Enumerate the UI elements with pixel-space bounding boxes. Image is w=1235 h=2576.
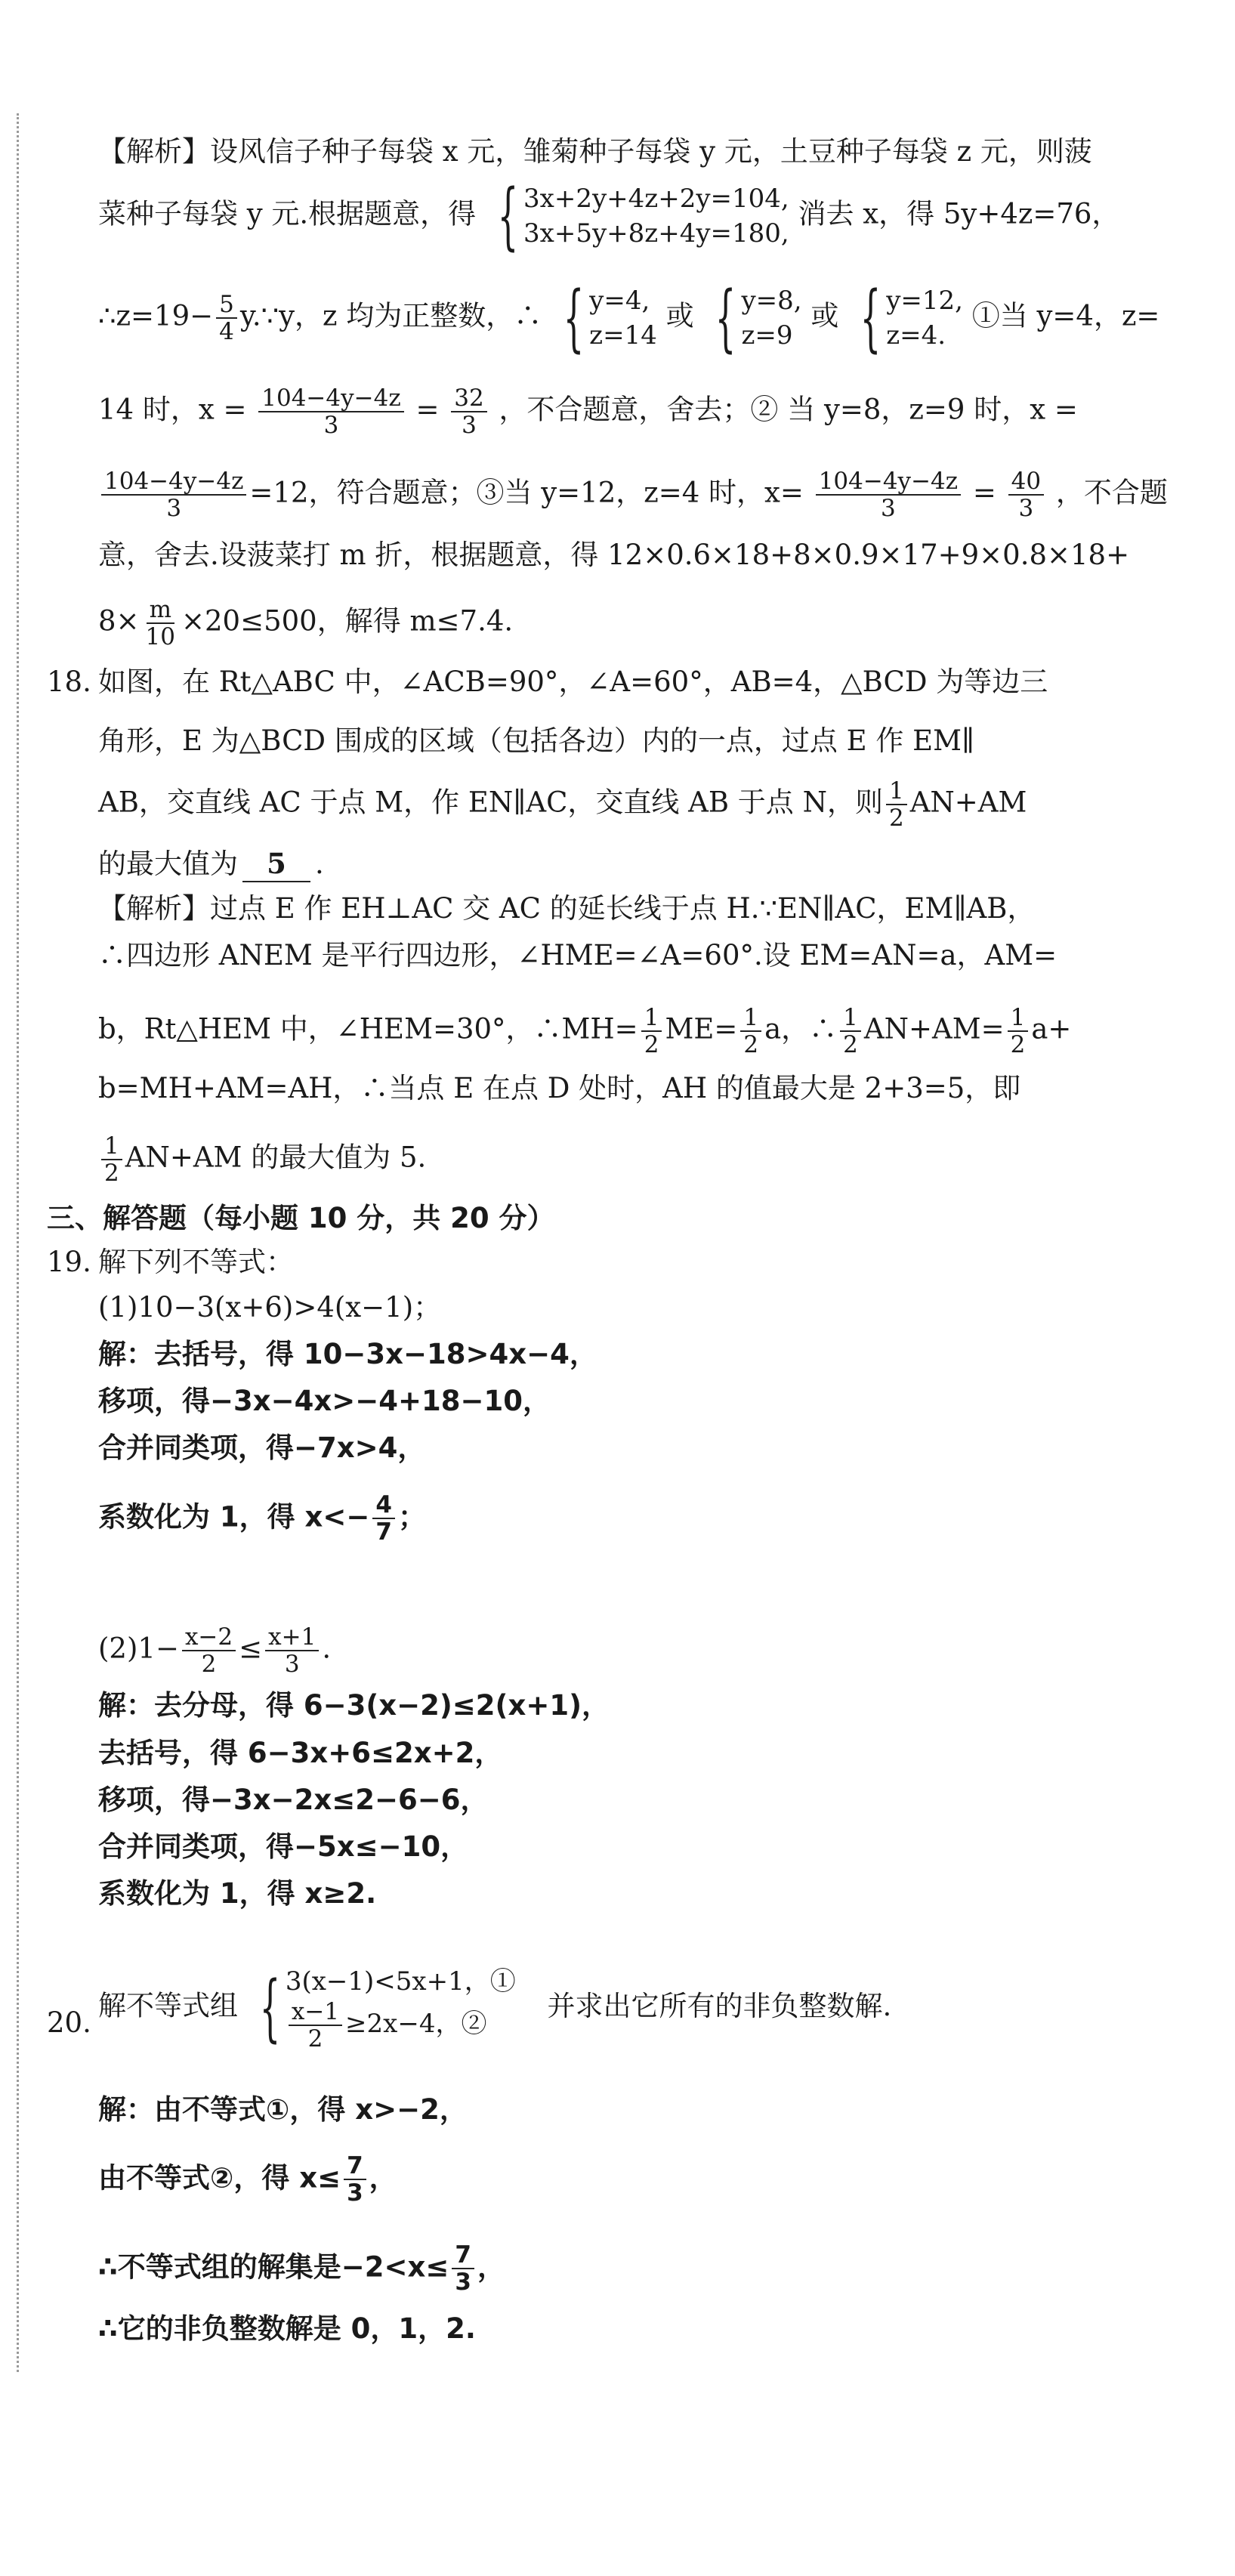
p18-analysis-line-5: $\frac{1}{2}$ AN+AM 的最大值为 5. (98, 1133, 426, 1186)
section-3-heading: 三、解答题（每小题 10 分，共 20 分） (47, 1202, 555, 1234)
p19-part-1-step-1: 解：去括号，得 10−3x−18>4x−4， (98, 1338, 597, 1370)
p17-analysis-line-3: ∴z=19− $\frac{5}{4}$ y.∵y，z 均为正整数，∴ { y=4, z=14 或 { y=8, z=9 或 { y=12, z=4. ①当 y=4，z= (98, 276, 1160, 360)
p18-analysis-line-3: b，Rt△HEM 中，∠HEM=30°，∴MH= $\frac{1}{2}$ ME= $\frac{1}{2}$ a，∴ $\frac{1}{2}$ AN+AM= $\frac{1}{2}$ a+ (98, 1004, 1072, 1058)
p18-analysis-line-2: ∴四边形 ANEM 是平行四边形，∠HME=∠A=60°.设 EM=AN=a，AM= (98, 939, 1057, 971)
p19-part-2-step-5: 系数化为 1，得 x≥2. (98, 1877, 377, 1910)
p19-number: 19. (47, 1246, 91, 1278)
p17-analysis-line-4: 14 时，x = $\frac{104-4y-4z}{3}$ = $\frac{32}{3}$ ，不合题意，舍去；② 当 y=8，z=9 时，x = (98, 385, 1078, 439)
p19-part-2-step-2: 去括号，得 6−3x+6≤2x+2， (98, 1737, 503, 1769)
p19-part-1-question: (1)10−3(x+6)>4(x−1)； (98, 1291, 442, 1324)
p18-question-line-2: 角形，E 为△BCD 围成的区域（包括各边）内的一点，过点 E 作 EM∥ (98, 724, 975, 757)
p18-number: 18. (47, 666, 91, 698)
p18-question-line-4: 的最大值为 5 . (98, 846, 324, 882)
p17-analysis-line-2: 菜种子每袋 y 元.根据题意，得 { 3x+2y+4z+2y=104, 3x+5y+8z+4y=180, 消去 x，得 5y+4z=76， (98, 174, 1120, 258)
p18-analysis-line-1: 【解析】过点 E 作 EH⊥AC 交 AC 的延长线于点 H.∵EN∥AC，EM∥AB， (98, 892, 1036, 925)
p17-system-brace: { 3x+2y+4z+2y=104, 3x+5y+8z+4y=180, (497, 174, 789, 258)
p17-analysis-line-7: 8× $\frac{m}{10}$ ×20≤500，解得 m≤7.4. (98, 596, 514, 650)
p18-answer-blank: 5 (242, 846, 310, 882)
p19-title: 解下列不等式： (98, 1246, 294, 1278)
p20-step-4: ∴它的非负整数解是 0，1，2. (98, 2312, 476, 2345)
p20-step-2: 由不等式②，得 x≤ $\frac{7}{3}$ ， (98, 2152, 397, 2207)
p19-part-2-step-3: 移项，得−3x−2x≤2−6−6， (98, 1784, 489, 1816)
p19-part-2-question: (2)1− $\frac{x-2}{2}$ ≤ $\frac{x+1}{3}$ . (98, 1623, 332, 1678)
p18-analysis-line-4: b=MH+AM=AH，∴当点 E 在点 D 处时，AH 的值最大是 2+3=5，即 (98, 1072, 1021, 1104)
p19-part-1-step-4: 系数化为 1，得 x<− $\frac{4}{7}$ ； (98, 1491, 426, 1546)
p20-step-3: ∴不等式组的解集是−2<x≤ $\frac{7}{3}$ ， (98, 2241, 505, 2296)
p20-question: 解不等式组 { 3(x−1)<5x+1，① $\frac{x-1}{2}$ ≥2x−4，② 并求出它所有的非负整数解. (98, 1966, 892, 2052)
p18-question-line-1: 如图，在 Rt△ABC 中，∠ACB=90°，∠A=60°，AB=4，△BCD 为等边三 (98, 666, 1048, 698)
p17-analysis-line-1: 【解析】设风信子种子每袋 x 元，雏菊种子每袋 y 元，土豆种子每袋 z 元，则菠 (98, 135, 1092, 168)
p20-number: 20. (47, 2006, 91, 2039)
p19-part-2-step-1: 解：去分母，得 6−3(x−2)≤2(x+1)， (98, 1689, 610, 1722)
p18-question-line-3: AB，交直线 AC 于点 M，作 EN∥AC，交直线 AB 于点 N，则 $\frac{1}{2}$ AN+AM (98, 777, 1027, 832)
p17-analysis-line-5: $\frac{104-4y-4z}{3}$ =12，符合题意；③当 y=12，z=4 时，x= $\frac{104-4y-4z}{3}$ = $\frac{40}{3}$ ，不合题 (98, 468, 1168, 521)
p19-part-2-step-4: 合并同类项，得−5x≤−10， (98, 1830, 469, 1863)
p20-system-brace: { 3(x−1)<5x+1，① $\frac{x-1}{2}$ ≥2x−4，② (259, 1966, 516, 2052)
p19-part-1-step-3: 合并同类项，得−7x>4， (98, 1432, 426, 1464)
p20-step-1: 解：由不等式①，得 x>−2， (98, 2093, 468, 2126)
p17-analysis-line-6: 意，舍去.设菠菜打 m 折，根据题意，得 12×0.6×18+8×0.9×17+9×0.8×18+ (98, 539, 1130, 571)
binding-margin-line (17, 113, 19, 2372)
p19-part-1-step-2: 移项，得−3x−4x>−4+18−10， (98, 1385, 551, 1417)
